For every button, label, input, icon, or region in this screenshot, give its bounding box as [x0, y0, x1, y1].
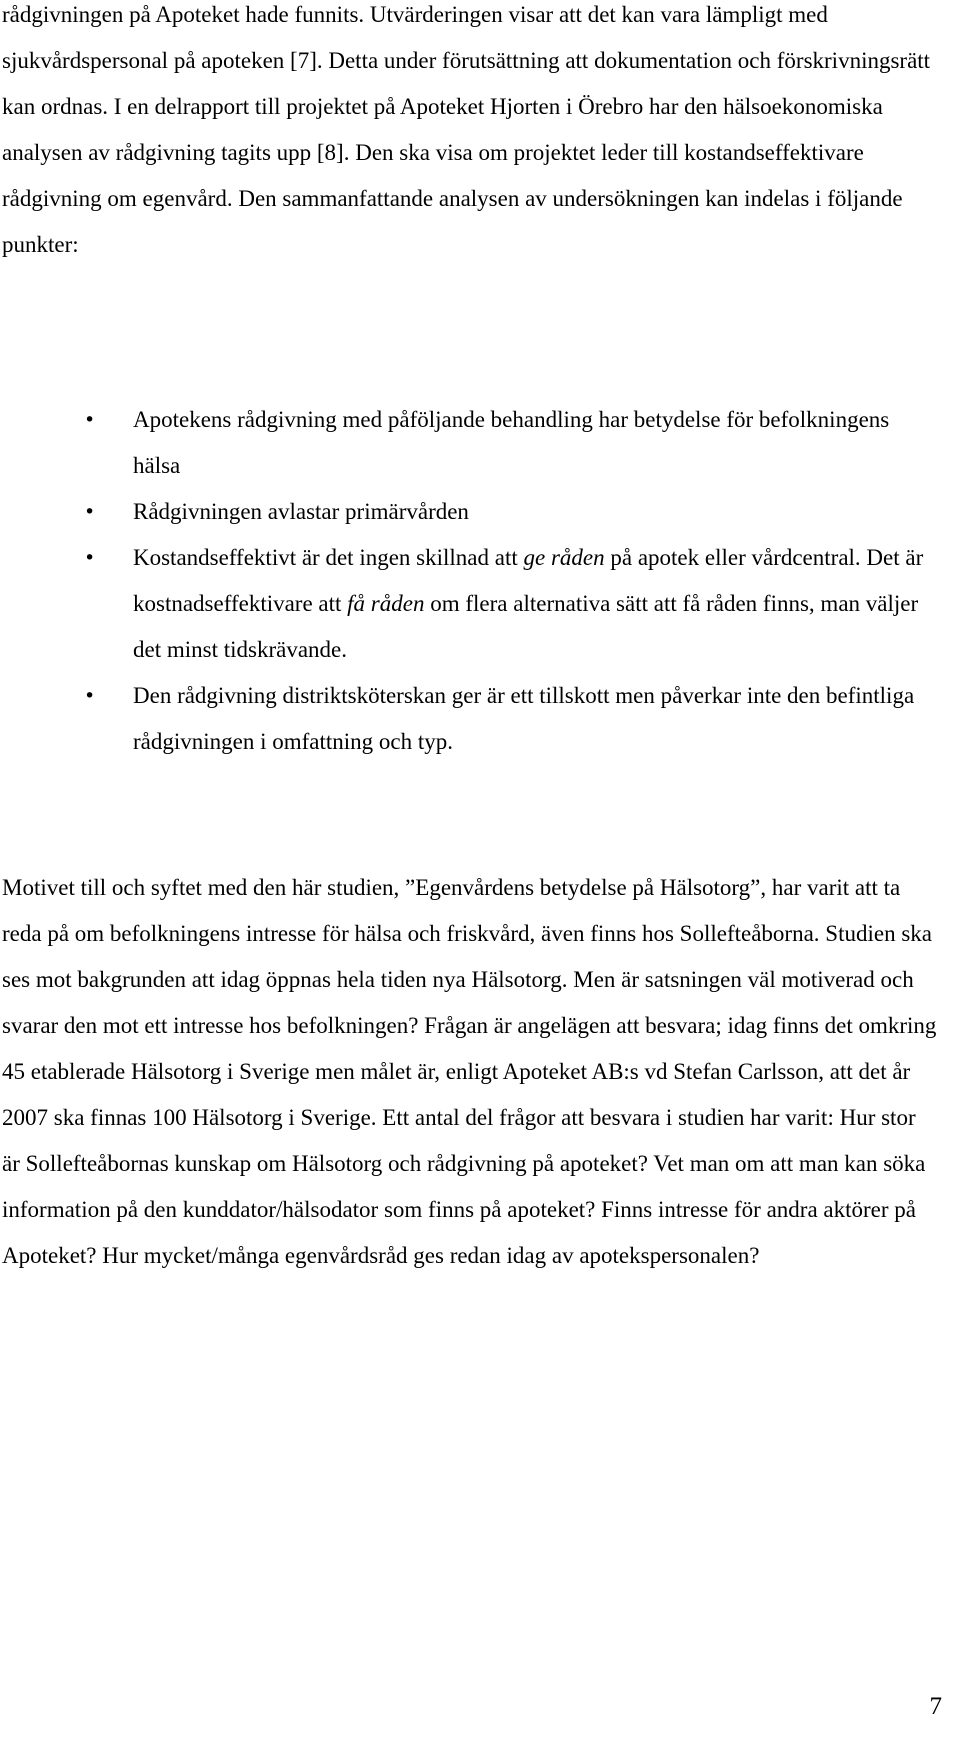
intro-paragraph	[2, 0, 937, 268]
bullet-text-part: Kostandseffektivt är det ingen skillnad att	[133, 545, 524, 570]
list-item	[0, 397, 940, 489]
summary-bullet-list	[0, 397, 940, 765]
emphasis-ge-raden: ge råden	[523, 545, 605, 570]
list-item	[0, 673, 940, 765]
bullet-icon: •	[84, 501, 96, 523]
bullet-text: Rådgivningen avlastar primärvården	[133, 499, 469, 524]
bullet-icon: •	[84, 547, 96, 569]
bullet-text: Apotekens rådgivning med påföljande behandling har betydelse för befolkningens hälsa	[133, 407, 890, 478]
list-item	[0, 535, 940, 673]
motive-paragraph: Motivet till och syftet med den här studien, ”Egenvårdens betydelse på Hälsotorg”, har varit att ta reda på om befolkningens intresse för hälsa och friskvård, även finns hos Sollefteåborna. Studien ska ses mot bakgrunden att idag öppnas hela tiden nya Hälsotorg. Men är satsningen väl motiverad och svarar den mot ett intresse hos befolkningen? Frågan är angelägen att besvara; idag finns det omkring 45 etablerade Hälsotorg i Sverige men målet är, enligt Apoteket AB:s vd Stefan Carlsson, att det år 2007 ska finnas 100 Hälsotorg i Sverige. Ett antal del frågor att besvara i studien har varit: Hur stor är Sollefteåbornas kunskap om Hälsotorg och rådgivning på apoteket? Vet man om att man kan söka information på den kunddator/hälsodator som finns på apoteket? Finns intresse för andra aktörer på Apoteket? Hur mycket/många egenvårdsråd ges redan idag av apotekspersonalen?	[2, 875, 937, 1268]
bullet-text-part: på apotek eller vårdcentral. Det är kostnadseffektivare att	[133, 545, 924, 616]
bullet-icon: •	[84, 409, 96, 431]
bullet-text-part: om flera alternativa sätt att få råden finns, man väljer det minst tidskrävande.	[133, 591, 919, 662]
bullet-text	[133, 545, 923, 662]
emphasis-fa-raden: få råden	[347, 591, 425, 616]
intro-text: rådgivningen på Apoteket hade funnits. Utvärderingen visar att det kan vara lämpligt med sjukvårdspersonal på apoteken [7]. Detta under förutsättning att dokumentation och förskrivningsrätt kan ordnas. I en delrapport till projektet på Apoteket Hjorten i Örebro har den hälsoekonomiska analysen av rådgivning tagits upp [8]. Den ska visa om projektet leder till kostandseffektivare rådgivning om egenvård.	[2, 2, 931, 211]
bullet-icon: •	[84, 685, 96, 707]
page-number: 7	[929, 1693, 942, 1720]
list-item	[0, 489, 940, 535]
summary-intro-text: Den sammanfattande analysen av undersökningen kan indelas i följande punkter:	[2, 186, 903, 257]
bullet-text: Den rådgivning distriktsköterskan ger är ett tillskott men påverkar inte den befintliga rådgivningen i omfattning och typ.	[133, 683, 915, 754]
